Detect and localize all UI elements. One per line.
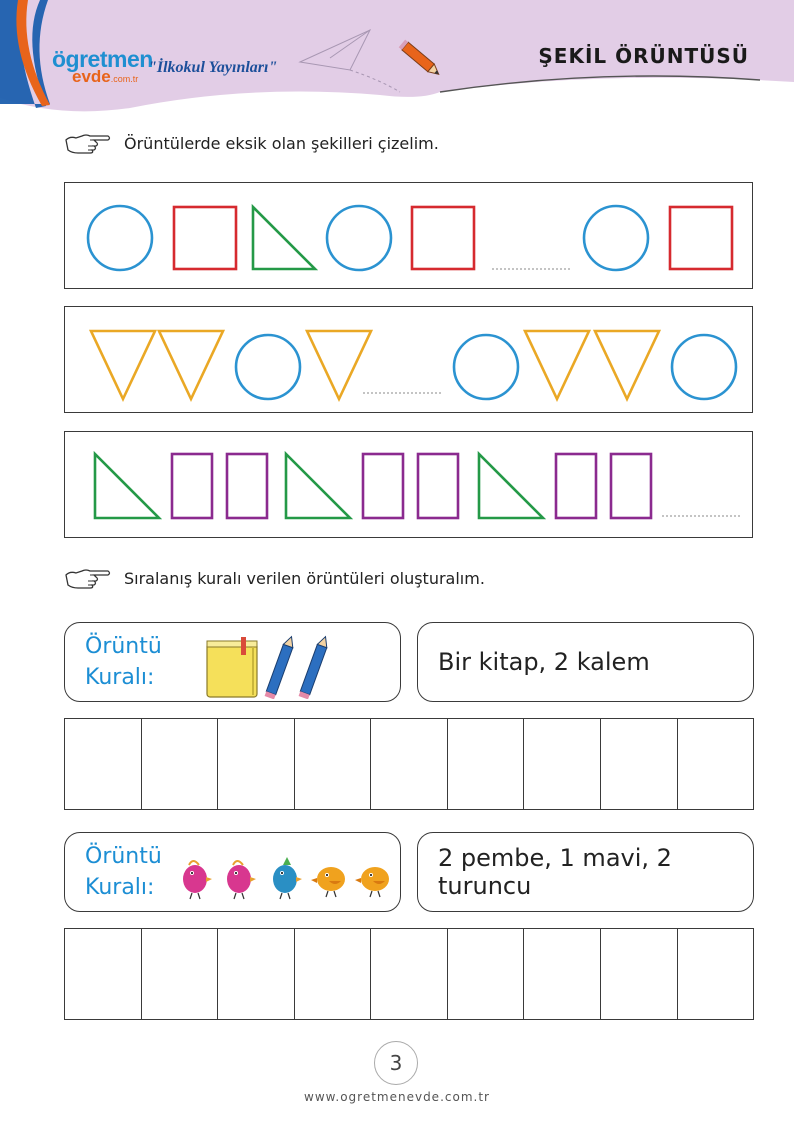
rule-label-line1: Örüntü [85, 634, 162, 659]
pattern-2-shapes [65, 307, 754, 414]
pattern-box-2 [64, 306, 753, 413]
circle-shape [236, 335, 300, 399]
logo [52, 48, 153, 85]
rectangle-shape [227, 454, 267, 518]
orange-bird-icon [311, 867, 345, 897]
instruction-text: Örüntülerde eksik olan şekilleri çizelim. [124, 133, 439, 153]
rectangle-shape [172, 454, 212, 518]
answer-cell[interactable] [218, 719, 295, 809]
answer-cell[interactable] [678, 929, 754, 1019]
answer-cell[interactable] [448, 719, 525, 809]
circle-shape [584, 206, 648, 270]
right-triangle-shape [286, 454, 350, 518]
orange-bird-icon [355, 867, 389, 897]
answer-cell[interactable] [371, 719, 448, 809]
answer-cell[interactable] [371, 929, 448, 1019]
pointing-hand-icon [64, 130, 112, 156]
down-triangle-shape [91, 331, 155, 399]
rule-2-icons [175, 847, 395, 907]
book-icon [207, 637, 257, 697]
rule-label-line2: Kuralı: [85, 665, 155, 690]
answer-cell[interactable] [601, 719, 678, 809]
circle-shape [454, 335, 518, 399]
answer-cell[interactable] [601, 929, 678, 1019]
pink-bird-icon [227, 861, 256, 899]
rule-label-box-2 [64, 832, 401, 912]
page-number: 3 [374, 1041, 418, 1085]
rule-text: Bir kitap, 2 kalem [438, 648, 650, 676]
logo-domain: .com.tr [110, 74, 139, 84]
logo-top-text: ögretmen [52, 46, 153, 72]
down-triangle-shape [595, 331, 659, 399]
answer-cell[interactable] [142, 929, 219, 1019]
instruction-2 [64, 563, 485, 593]
footer-url[interactable]: www.ogretmenevde.com.tr [304, 1090, 490, 1104]
rectangle-shape [611, 454, 651, 518]
pencil-icon [299, 635, 331, 699]
instruction-text: Sıralanış kuralı verilen örüntüleri oluşturalım. [124, 568, 485, 588]
answer-cell[interactable] [295, 929, 372, 1019]
rule-label-line1: Örüntü [85, 844, 162, 869]
answer-cell[interactable] [65, 719, 142, 809]
right-triangle-shape [95, 454, 159, 518]
answer-cell[interactable] [295, 719, 372, 809]
answer-cell[interactable] [218, 929, 295, 1019]
square-shape [174, 207, 236, 269]
rectangle-shape [418, 454, 458, 518]
rectangle-shape [363, 454, 403, 518]
circle-shape [88, 206, 152, 270]
answer-grid-2 [64, 928, 754, 1020]
pencil-icon [265, 635, 297, 699]
circle-shape [327, 206, 391, 270]
rule-text-box-1 [417, 622, 754, 702]
down-triangle-shape [525, 331, 589, 399]
answer-cell[interactable] [678, 719, 754, 809]
page-header [0, 0, 794, 115]
square-shape [670, 207, 732, 269]
down-triangle-shape [307, 331, 371, 399]
publisher-name: "İlkokul Yayınları" [148, 59, 278, 76]
logo-evde: evde [72, 67, 111, 86]
square-shape [412, 207, 474, 269]
down-triangle-shape [159, 331, 223, 399]
rule-text: 2 pembe, 1 mavi, 2 turuncu [438, 844, 672, 900]
answer-grid-1 [64, 718, 754, 810]
pattern-1-shapes [65, 183, 754, 290]
rule-label-box-1 [64, 622, 401, 702]
answer-cell[interactable] [142, 719, 219, 809]
circle-shape [672, 335, 736, 399]
pattern-box-1 [64, 182, 753, 289]
rule-1-icons [201, 627, 341, 699]
pattern-box-3 [64, 431, 753, 538]
rule-label-line2: Kuralı: [85, 875, 155, 900]
pointing-hand-icon [64, 565, 112, 591]
answer-cell[interactable] [524, 719, 601, 809]
pink-bird-icon [183, 861, 212, 899]
rule-label [85, 631, 162, 693]
rule-text-box-2 [417, 832, 754, 912]
right-triangle-shape [479, 454, 543, 518]
instruction-1 [64, 128, 439, 158]
blue-bird-icon [273, 857, 302, 899]
answer-cell[interactable] [524, 929, 601, 1019]
answer-cell[interactable] [65, 929, 142, 1019]
rectangle-shape [556, 454, 596, 518]
right-triangle-shape [253, 207, 315, 269]
page-title: ŞEKİL ÖRÜNTÜSÜ [538, 44, 749, 68]
rule-label [85, 841, 162, 903]
pattern-3-shapes [65, 432, 754, 539]
answer-cell[interactable] [448, 929, 525, 1019]
